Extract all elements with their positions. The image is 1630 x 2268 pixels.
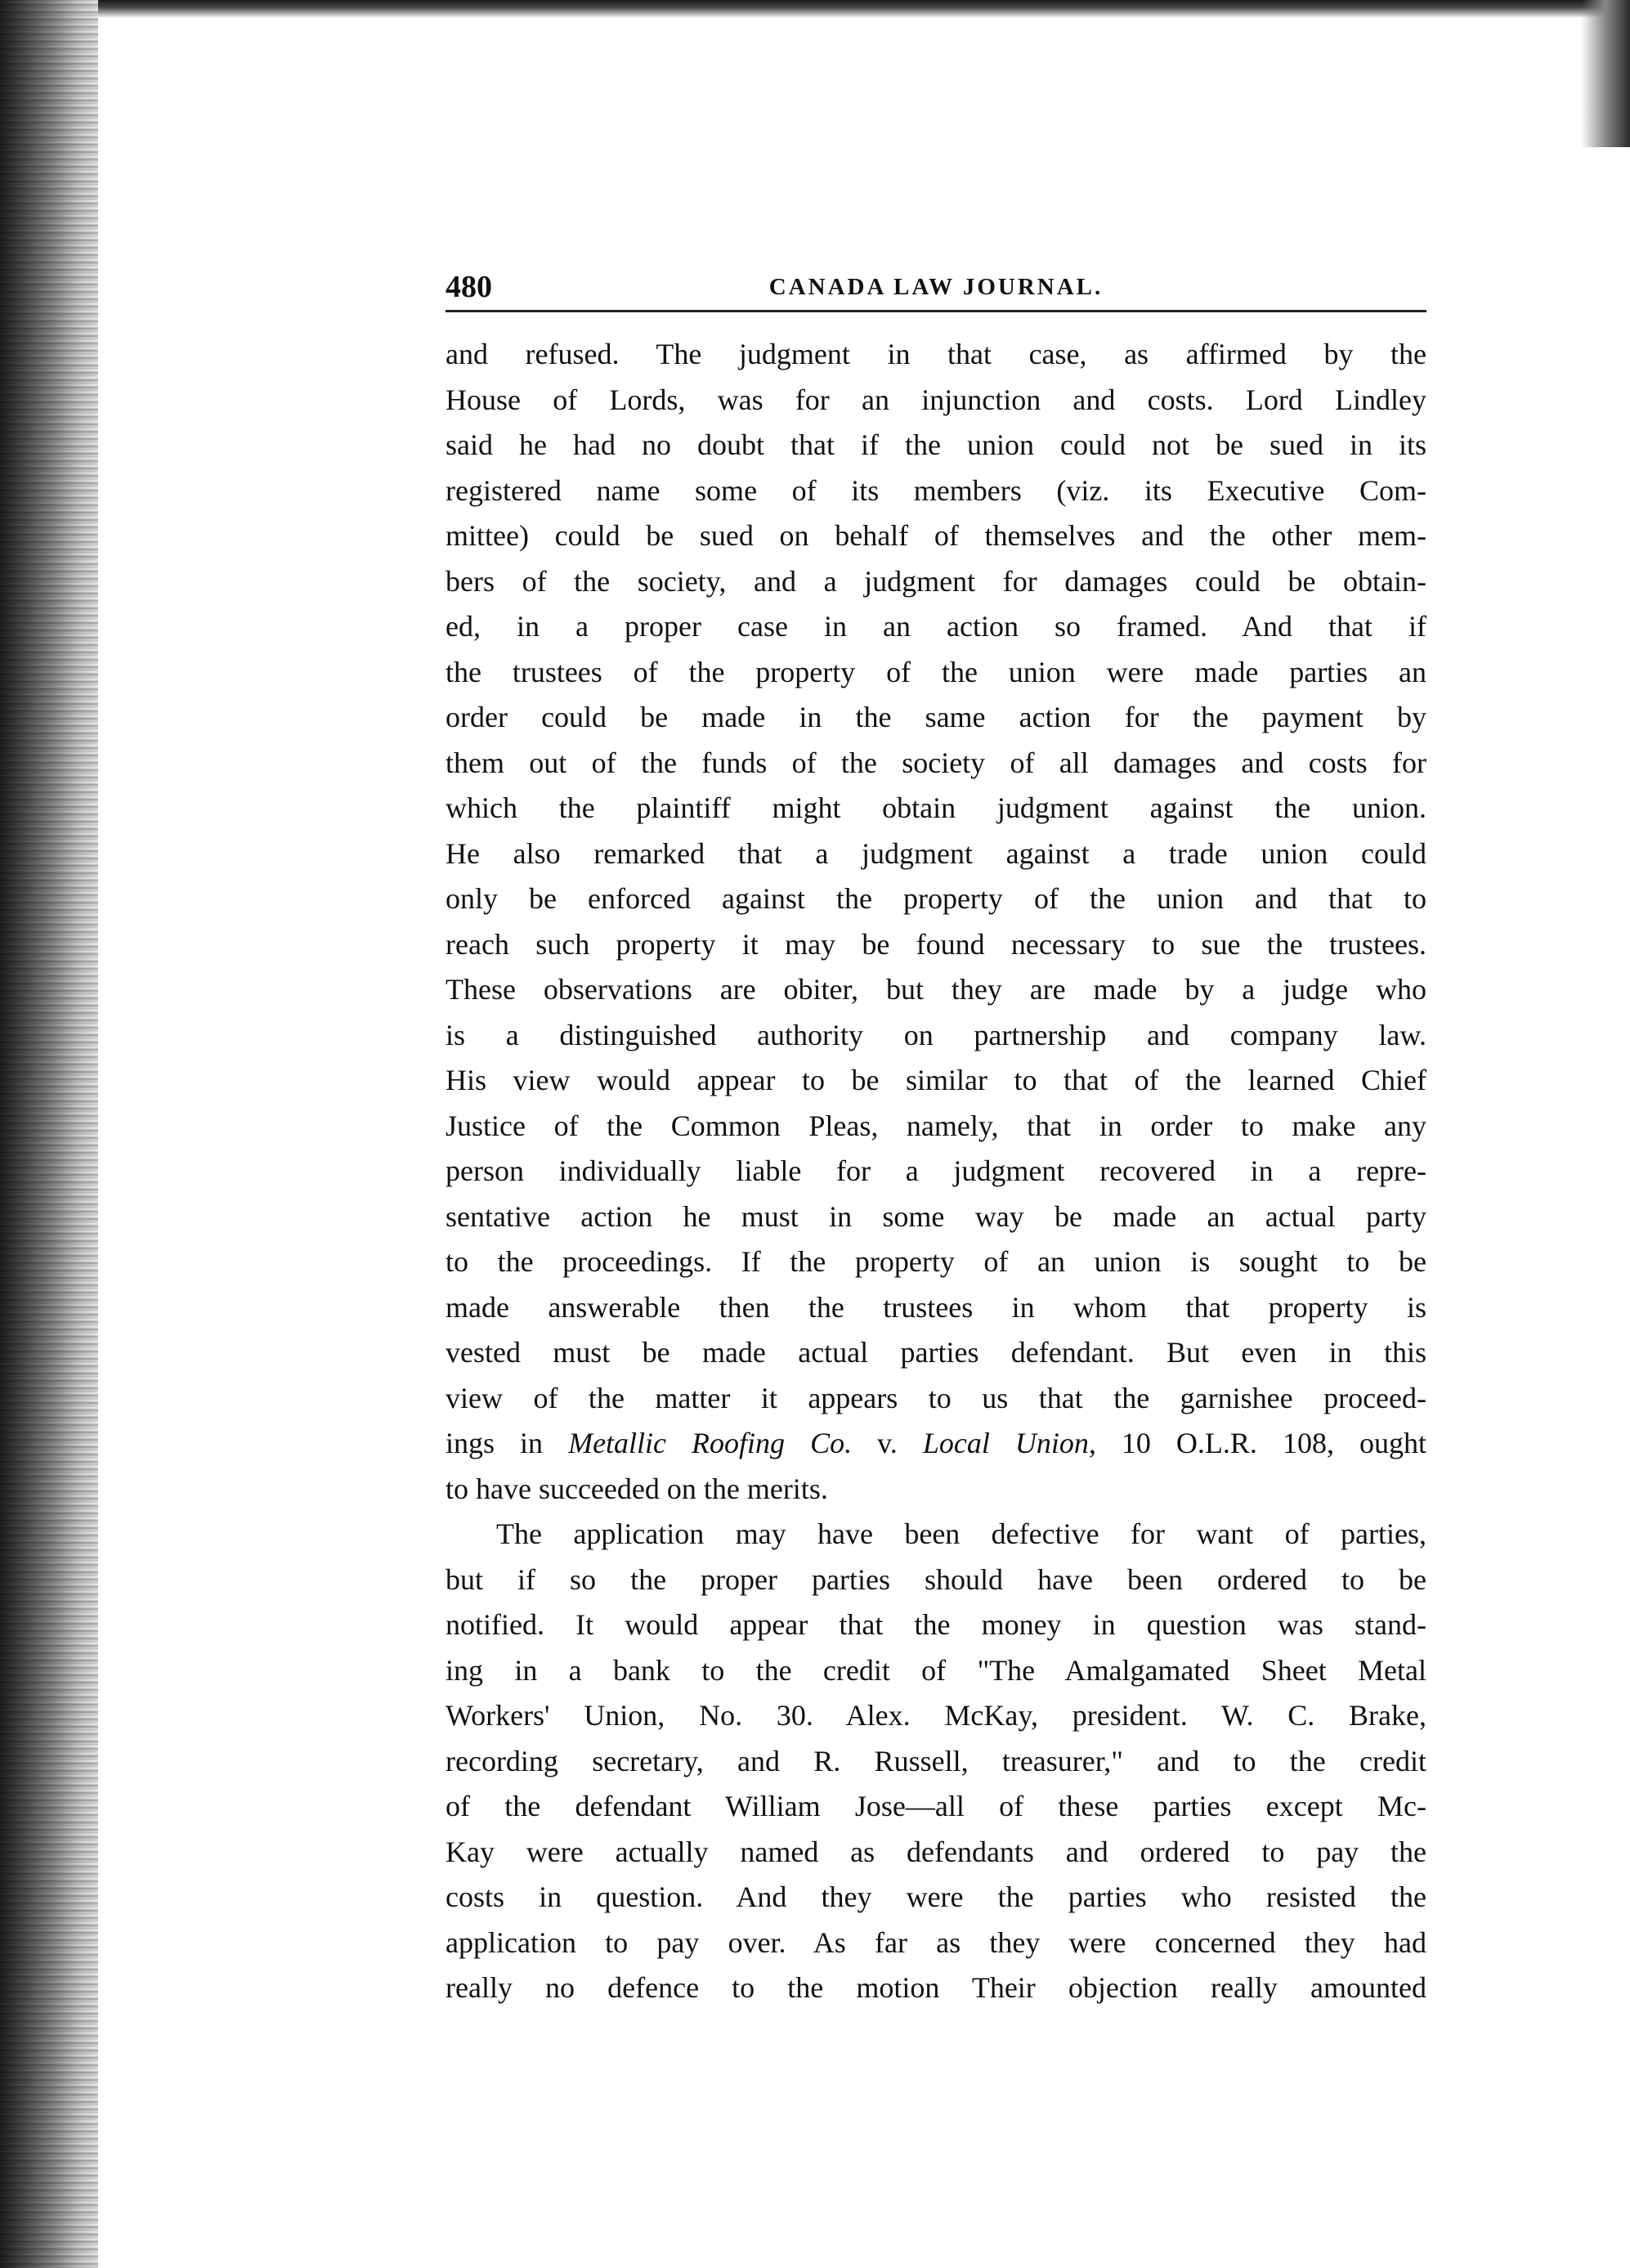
text-line: them out of the funds of the society of all damages and costs for [446, 746, 1426, 779]
text-line: but if so the proper parties should have been ordered to be [446, 1562, 1426, 1596]
text-line: said he had no doubt that if the union could not be sued in its [446, 428, 1426, 461]
text-line: is a distinguished authority on partnership and company law. [446, 1018, 1426, 1051]
body-text [446, 332, 1426, 2011]
text-line: order could be made in the same action for the payment by [446, 701, 1426, 733]
text-line: He also remarked that a judgment against a trade union could [446, 836, 1426, 870]
page-number: 480 [446, 270, 492, 304]
text-line: costs in question. And they were the parties who resisted the [446, 1880, 1426, 1913]
text-line: to the proceedings. If the property of an union is sought to be [446, 1245, 1426, 1278]
text-line: of the defendant William Jose—all of these parties except Mc- [446, 1790, 1426, 1822]
text-line: really no defence to the motion Their objection really amounted [446, 1971, 1426, 2004]
text-line: application to pay over. As far as they were concerned they had [446, 1925, 1426, 1959]
text-line: view of the matter it appears to us that the garnishee proceed- [446, 1381, 1426, 1414]
text-line: recording secretary, and R. Russell, treasurer," and to the credit [446, 1744, 1426, 1777]
text-line: and refused. The judgment in that case, as affirmed by the [446, 338, 1426, 370]
text-line: ing in a bank to the credit of "The Amalgamated Sheet Metal [446, 1653, 1426, 1687]
citation-text: , 10 O.L.R. 108, ought [1088, 1427, 1426, 1459]
text-line: Workers' Union, No. 30. Alex. McKay, president. W. C. Brake, [446, 1699, 1426, 1732]
text-line: House of Lords, was for an injunction and costs. Lord Lindley [446, 383, 1426, 416]
text-line: Justice of the Common Pleas, namely, that in order to make any [446, 1109, 1426, 1142]
text-line: These observations are obiter, but they are made by a judge who [446, 973, 1426, 1006]
text-line: ed, in a proper case in an action so framed. And that if [446, 610, 1426, 643]
text-line: registered name some of its members (viz. its Executive Com- [446, 473, 1426, 507]
text-line: to have succeeded on the merits. [446, 1472, 828, 1505]
scan-corner-shadow [1581, 0, 1630, 147]
text-line: only be enforced against the property of the union and that to [446, 882, 1426, 915]
paragraph-2 [446, 1512, 1426, 2011]
case-name: Metallic Roofing Co. [568, 1427, 853, 1459]
text-line: Kay were actually named as defendants and ordered to pay the [446, 1835, 1426, 1868]
paragraph-1 [446, 332, 1426, 1512]
citation-text: v. [852, 1427, 923, 1459]
journal-page [446, 266, 1426, 2011]
text-line: The application may have been defective for want of parties, [496, 1517, 1426, 1550]
text-line: bers of the society, and a judgment for damages could be obtain- [446, 564, 1426, 598]
scan-binding-edge [0, 0, 98, 2268]
text-line: vested must be made actual parties defendant. But even in this [446, 1336, 1426, 1369]
text-line: which the plaintiff might obtain judgment against the union. [446, 791, 1426, 824]
case-citation-line [446, 1421, 1426, 1467]
text-line: sentative action he must in some way be made an actual party [446, 1199, 1426, 1233]
text-line: made answerable then the trustees in whom that property is [446, 1290, 1426, 1324]
text-line: reach such property it may be found necessary to sue the trustees. [446, 927, 1426, 961]
running-head [446, 266, 1426, 312]
text-line: person individually liable for a judgment recovered in a repre- [446, 1154, 1426, 1187]
journal-title: CANADA LAW JOURNAL. [768, 274, 1104, 300]
text-line: His view would appear to be similar to that of the learned Chief [446, 1064, 1426, 1096]
citation-text: ings in [446, 1427, 569, 1459]
case-name: Local Union [922, 1427, 1089, 1459]
text-line: the trustees of the property of the union were made parties an [446, 655, 1426, 688]
text-line: mittee) could be sued on behalf of themselves and the other mem- [446, 519, 1426, 552]
text-line: notified. It would appear that the money in question was stand- [446, 1608, 1426, 1641]
scan-top-edge [0, 0, 1630, 18]
